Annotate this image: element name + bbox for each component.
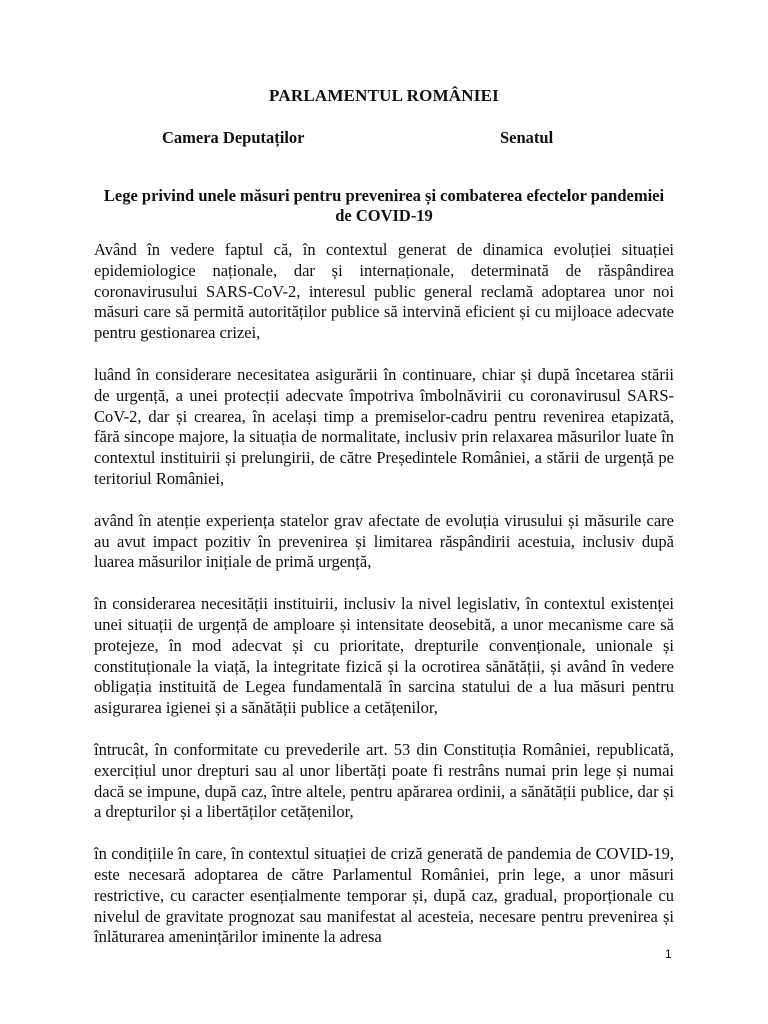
senate-label: Senatul: [500, 128, 554, 147]
paragraph: Având în vedere faptul că, în contextul generat de dinamica evoluției situației epidemiologice naționale, dar și internaționale, determinată de răspândirea coronavirusului SARS-CoV-2, interesul public general reclamă adoptarea unor noi măsuri care să permită autorităților publice să intervină eficient și cu mijloace adecvate pentru gestionarea crizei,: [94, 240, 674, 343]
law-title: Lege privind unele măsuri pentru prevenirea și combaterea efectelor pandemiei de COVID-19: [103, 186, 665, 225]
document-header-title: PARLAMENTUL ROMÂNIEI: [269, 86, 499, 105]
paragraph: luând în considerare necesitatea asigurării în continuare, chiar și după încetarea stării de urgență, a unei protecții adecvate împotriva îmbolnăvirii cu coronavirusul SARS-CoV-2, dar și crearea, în același timp a premiselor-cadru pentru revenirea etapizată, fără sincope majore, la situația de normalitate, inclusiv prin relaxarea măsurilor luate în contextul instituirii și prelungirii, de către Președintele României, a stării de urgență pe teritoriul României,: [94, 364, 674, 488]
paragraph: întrucât, în conformitate cu prevederile art. 53 din Constituția României, republicată, exercițiul unor drepturi sau al unor libertăți poate fi restrâns numai prin lege și numai dacă se impune, după caz, între altele, pentru apărarea ordinii, a sănătății publice, dar și a drepturilor și a libertăților cetățenilor,: [94, 739, 674, 822]
paragraph: având în atenție experiența statelor grav afectate de evoluția virusului și măsurile care au avut impact pozitiv în prevenirea și limitarea răspândirii acestuia, inclusiv după luarea măsurilor inițiale de primă urgență,: [94, 510, 674, 572]
paragraph: în considerarea necesității instituirii, inclusiv la nivel legislativ, în contextul existenței unei situații de urgență de amploare și intensitate deosebită, a unor mecanisme care să protejeze, în mod adecvat și cu prioritate, drepturile convenționale, unionale și constituționale la viață, la integritate fizică și la ocrotirea sănătății, și având în vedere obligația instituită de Legea fundamentală în sarcina statului de a lua măsuri pentru asigurarea igienei și a sănătății publice a cetățenilor,: [94, 594, 674, 718]
chamber-deputies-label: Camera Deputaților: [162, 128, 305, 147]
page-number: 1: [665, 947, 672, 961]
paragraph: în condițiile în care, în contextul situației de criză generată de pandemia de COVID-19, este necesară adoptarea de către Parlamentul României, prin lege, a unor măsuri restrictive, cu caracter esențialmente temporar și, după caz, gradual, proporționale cu nivelul de gravitate prognozat sau manifestat al acesteia, necesare pentru prevenirea și înlăturarea amenințărilor iminente la adresa: [94, 844, 674, 947]
document-body: [94, 240, 674, 969]
